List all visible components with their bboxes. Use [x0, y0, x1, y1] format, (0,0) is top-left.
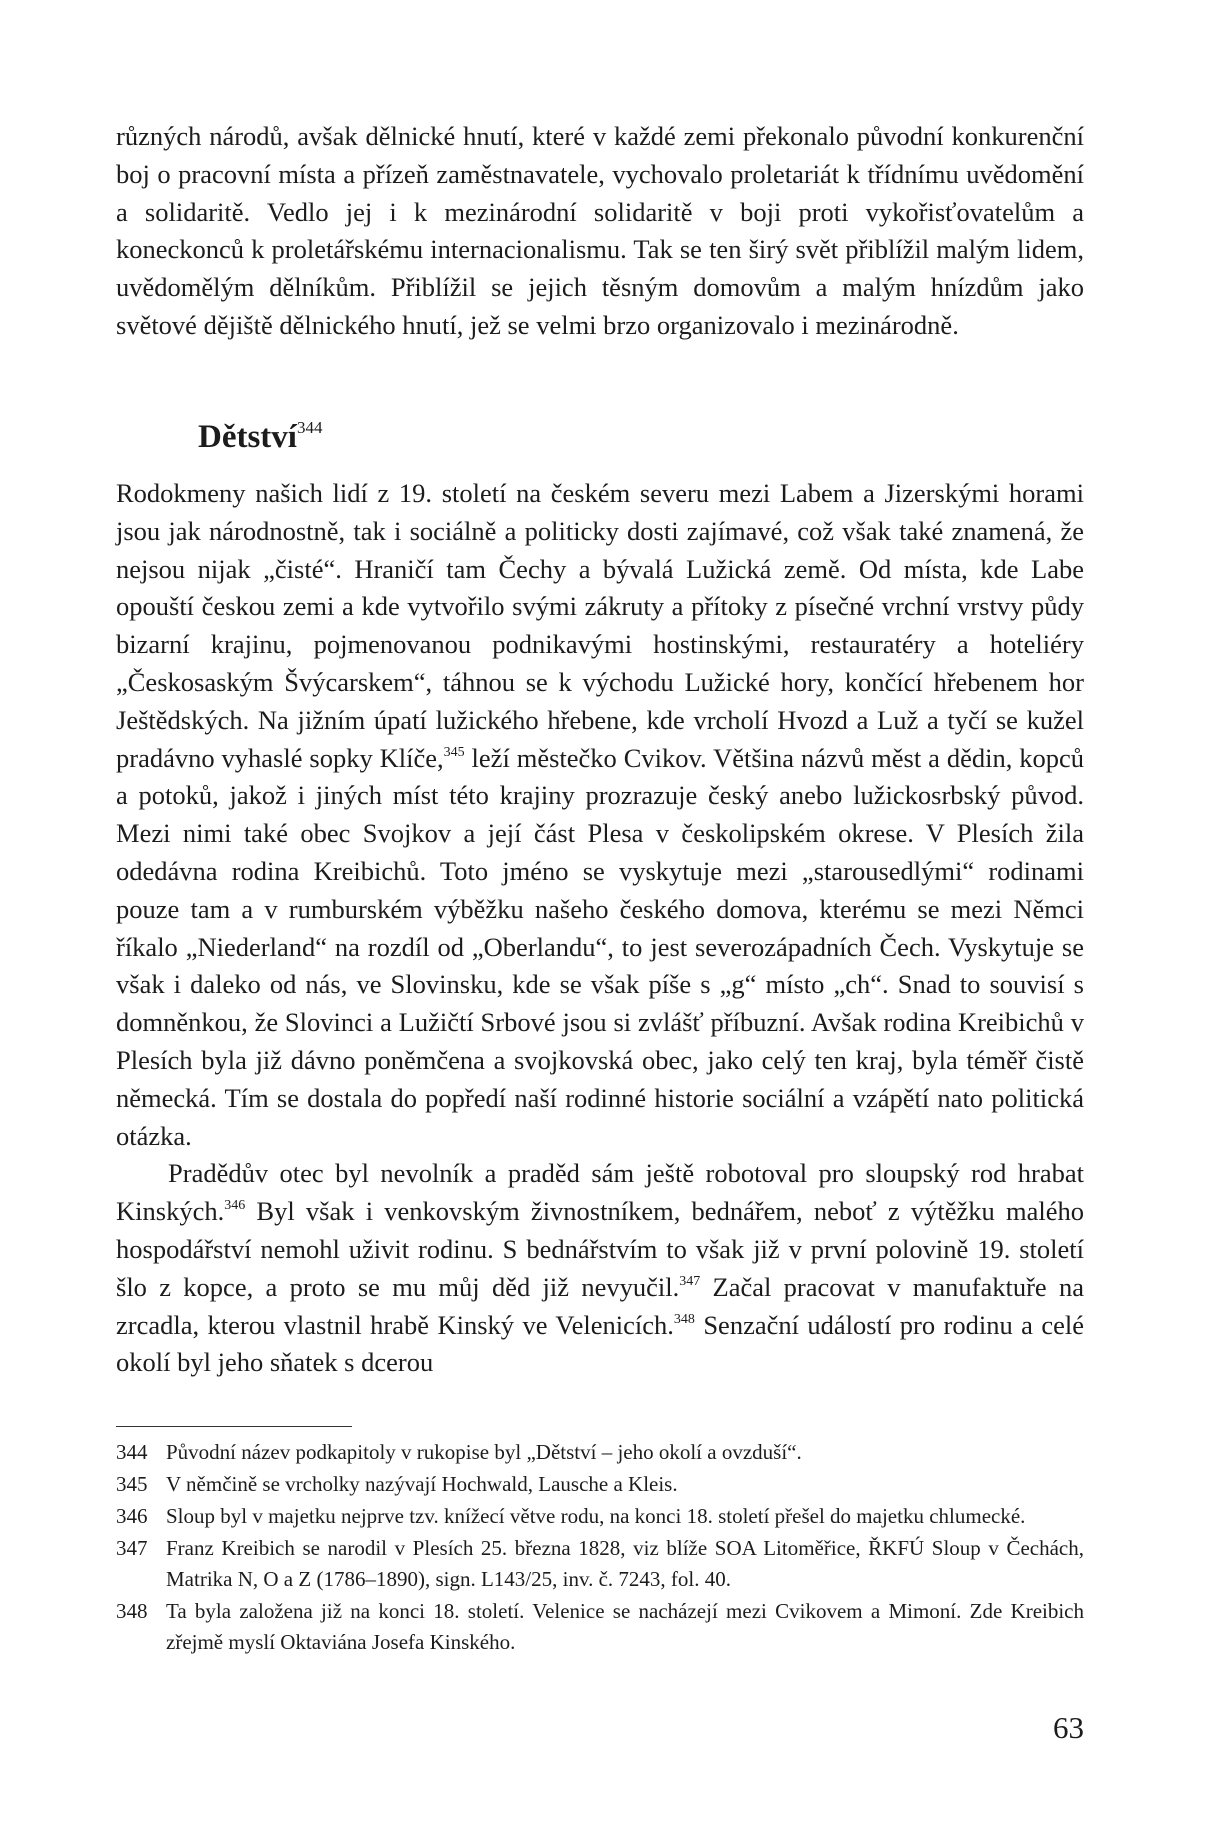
paragraph-1-text-b: leží městečko Cvikov. Většina názvů měst a dědin, kopců a potoků, jakož i jiných míst této krajiny prozrazuje český anebo lužickosrbský původ. Mezi nimi také obec Svojkov a její část Plesa v českolipském okrese. V Plesích žila odedávna rodina Kreibichů. Toto jméno se vyskytuje mezi „starousedlými“ rodinami pouze tam a v rumburském výběžku našeho českého domova, kterému se mezi Němci říkalo „Niederland“ na rozdíl od „Oberlandu“, to jest severozápadních Čech. Vyskytuje se však i daleko od nás, ve Slovinsku, kde se však píše s „g“ místo „ch“. Snad to souvisí s domněnkou, že Slovinci a Lužičtí Srbové jsou si zvlášť příbuzní. Avšak rodina Kreibichů v Plesích byla již dávno poněmčena a svojkovská obec, jako celý ten kraj, byla téměř čistě německá. Tím se dostala do popředí naší rodinné historie sociální a vzápětí nato politická otázka.: [116, 742, 1084, 1151]
footnote-ref-347[interactable]: 347: [679, 1273, 701, 1289]
page-number: 63: [1053, 1710, 1084, 1745]
body-text: [116, 475, 1084, 1382]
section-heading: [198, 417, 322, 457]
footnote-ref-348[interactable]: 348: [673, 1311, 695, 1327]
footnote-ref-345[interactable]: 345: [443, 744, 465, 760]
footnote-text: Franz Kreibich se narodil v Plesích 25. března 1828, viz blíže SOA Litoměřice, ŘKFÚ Sloup v Čechách, Matrika N, O a Z (1786–1890), sign. L143/25, inv. č. 7243, fol. 40.: [166, 1536, 1084, 1591]
paragraph-2-text-b: Byl však i venkovským živnostníkem, bednářem, neboť z výtěžku malého hospodářství nemohl uživit rodinu. S bednářstvím to však již v první polovině 19. století šlo z kopce, a proto se mu můj děd již nevyučil.: [116, 1196, 1084, 1302]
footnote-item: [116, 1469, 1084, 1500]
footnote-divider: [116, 1426, 352, 1427]
footnote-item: [116, 1501, 1084, 1532]
footnote-number: 346: [116, 1504, 148, 1528]
footnote-text: Původní název podkapitoly v rukopise byl „Dětství – jeho okolí a ovzduší“.: [166, 1440, 802, 1464]
footnote-ref-346[interactable]: 346: [224, 1198, 246, 1214]
paragraph-2: [116, 1155, 1084, 1382]
footnote-text: V němčině se vrcholky nazývají Hochwald, Lausche a Kleis.: [166, 1472, 678, 1496]
footnote-item: [116, 1596, 1084, 1658]
paragraph-1-text-a: Rodokmeny našich lidí z 19. století na českém severu mezi Labem a Jizerskými horami jsou jak národnostně, tak i sociálně a politicky dosti zajímavé, což však také znamená, že nejsou nijak „čisté“. Hraničí tam Čechy a bývalá Lužická země. Od místa, kde Labe opouští českou zemi a kde vytvořilo svými zákruty a přítoky z písečné vrchní vrstvy půdy bizarní krajinu, pojmenovanou podnikavými hostinskými, restauratéry a hoteliéry „Českosaským Švýcarskem“, táhnou se k východu Lužické hory, končící hřebenem hor Ještědských. Na jižním úpatí lužického hřebene, kde vrcholí Hvozd a Luž a tyčí se kužel pradávno vyhaslé sopky Klíče,: [116, 478, 1084, 773]
paragraph-2-text-c: Začal pracovat v manufaktuře na zrcadla, kterou vlastnil hrabě Kinský ve Velenicích.: [116, 1271, 1084, 1340]
footnote-text: Ta byla založena již na konci 18. století. Velenice se nacházejí mezi Cvikovem a Mimoní. Zde Kreibich zřejmě myslí Oktaviána Josefa Kinského.: [166, 1599, 1084, 1654]
paragraph-1: [116, 475, 1084, 1155]
intro-paragraph: různých národů, avšak dělnické hnutí, které v každé zemi překonalo původní konkurenční boj o pracovní místa a přízeň zaměstnavatele, vychovalo proletariát k třídnímu uvědomění a solidaritě. Vedlo jej i k mezinárodní solidaritě v boji proti vykořisťovatelům a koneckonců k proletářskému internacionalismu. Tak se ten širý svět přiblížil malým lidem, uvědomělým dělníkům. Přiblížil se jejich těsným domovům a malým hnízdům jako světové dějiště dělnického hnutí, jež se velmi brzo organizovalo i mezinárodně.: [116, 121, 1084, 340]
footnote-number: 344: [116, 1440, 148, 1464]
intro-paragraph-block: [116, 118, 1084, 345]
footnote-number: 348: [116, 1599, 148, 1623]
footnote-item: [116, 1533, 1084, 1595]
heading-footnote-ref[interactable]: 344: [296, 418, 323, 437]
footnote-number: 345: [116, 1472, 148, 1496]
paragraph-2-text-a: Pradědův otec byl nevolník a praděd sám ještě robotoval pro sloupský rod hrabat Kinských.: [116, 1158, 1084, 1227]
footnote-text: Sloup byl v majetku nejprve tzv. knížecí větve rodu, na konci 18. století přešel do majetku chlumecké.: [166, 1504, 1026, 1528]
footnotes: [116, 1437, 1084, 1659]
paragraph-2-text-d: Senzační událostí pro rodinu a celé okolí byl jeho sňatek s dcerou: [116, 1309, 1084, 1378]
footnote-item: [116, 1437, 1084, 1468]
section-title: Dětství: [198, 419, 297, 455]
footnote-number: 347: [116, 1536, 148, 1560]
